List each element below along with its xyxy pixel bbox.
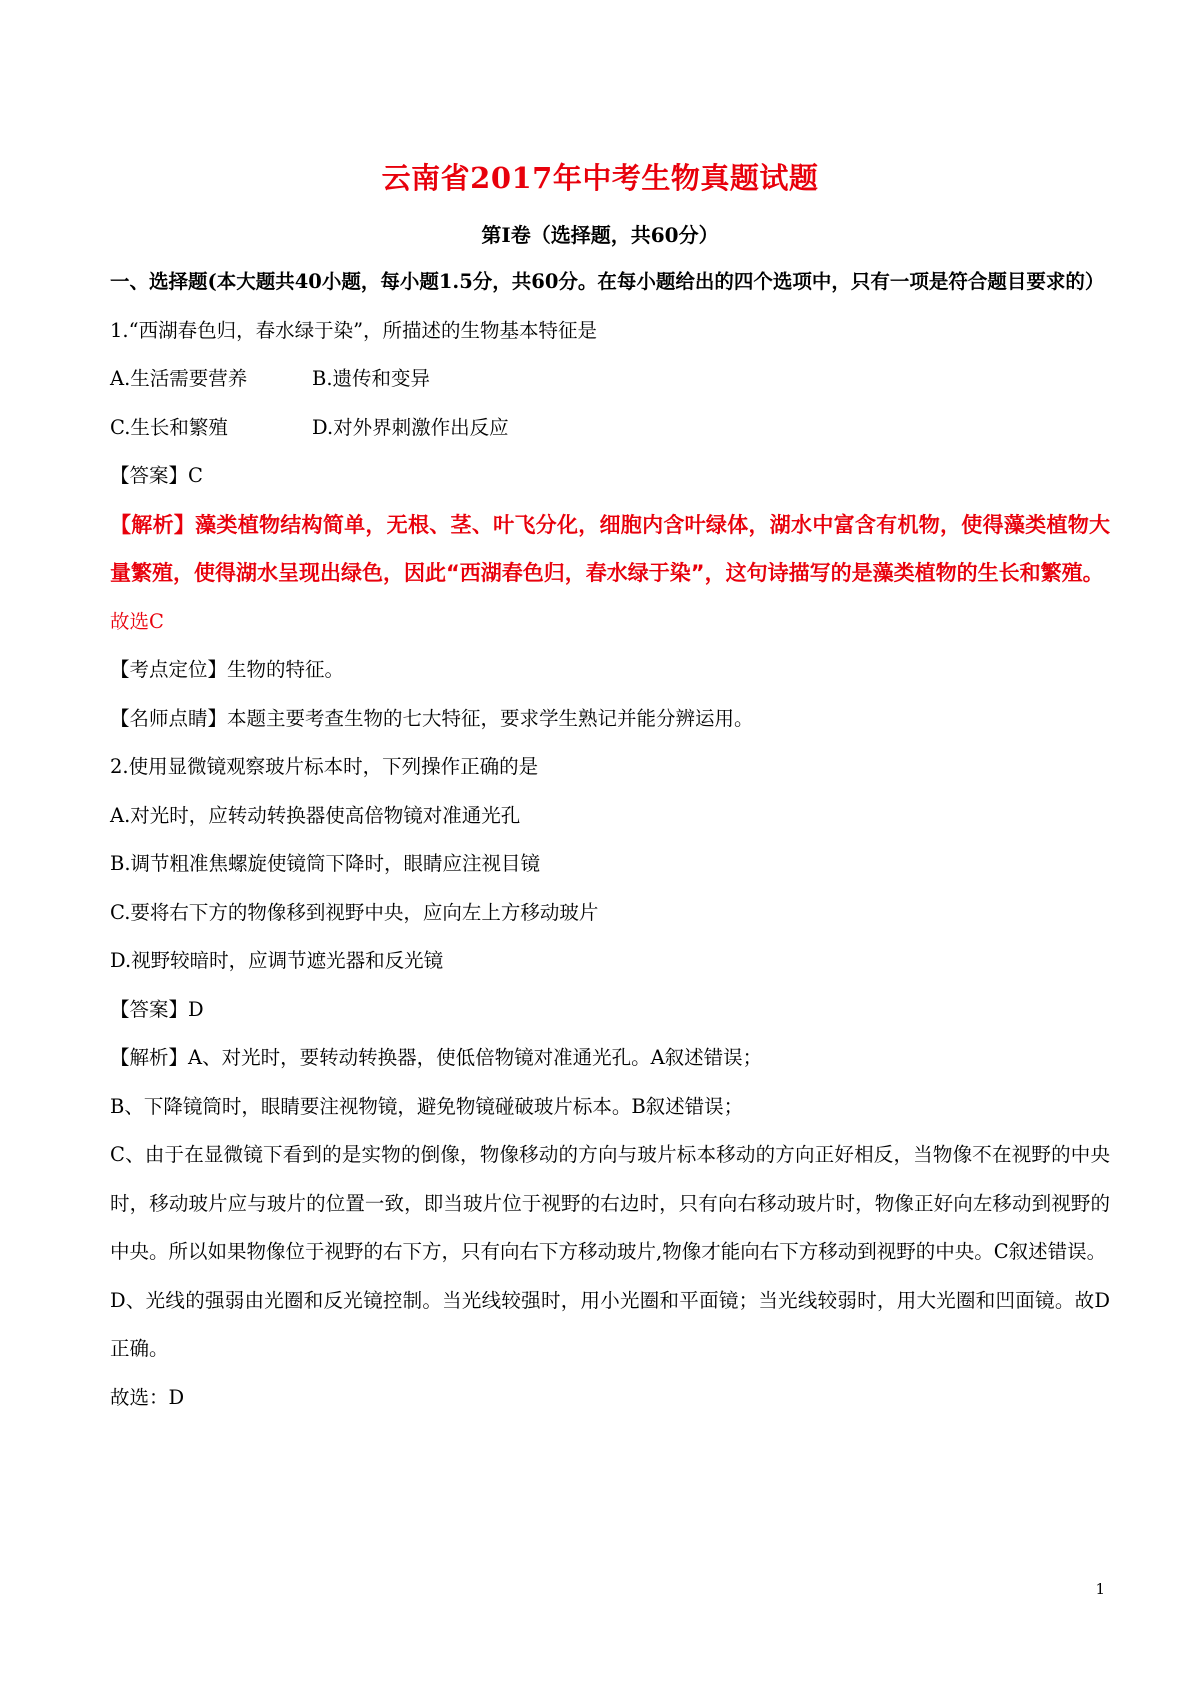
question-2-option-a: A.对光时，应转动转换器使高倍物镜对准通光孔 <box>110 803 521 827</box>
question-1-option-d: D.对外界刺激作出反应 <box>312 415 509 439</box>
question-2-analysis-c: C、由于在显微镜下看到的是实物的倒像，物像移动的方向与玻片标本移动的方向正好相反，当物像不在视野的中央时，移动玻片应与玻片的位置一致，即当玻片位于视野的右边时，只有向右移动玻片时，物像正好向左移动到视野的中央。所以如果物像位于视野的右下方，只有向右下方移动玻片,物像才能向右下方移动到视野的中央。C叙述错误。 <box>110 1143 1110 1263</box>
question-1-analysis-text: 藻类植物结构简单，无根、茎、叶飞分化，细胞内含叶绿体，湖水中富含有机物，使得藻类植物大量繁殖，使得湖水呈现出绿色，因此“西湖春色归，春水绿于染”，这句诗描写的是藻类植物的生长和繁殖。 <box>110 512 1111 585</box>
part-heading: 一、选择题(本大题共40小题，每小题1.5分，共60分。在每小题给出的四个选项中，只有一项是符合题目要求的） <box>110 270 1105 293</box>
question-1-option-c: C.生长和繁殖 <box>110 415 228 439</box>
document-title: 云南省2017年中考生物真题试题 <box>381 161 819 195</box>
document-body <box>110 258 1110 1422</box>
question-1-tip: 【名师点睛】本题主要考查生物的七大特征，要求学生熟记并能分辨运用。 <box>110 706 754 730</box>
question-1-stem: 1.“西湖春色归，春水绿于染”，所描述的生物基本特征是 <box>110 318 598 342</box>
question-2-option-c: C.要将右下方的物像移到视野中央，应向左上方移动玻片 <box>110 900 599 924</box>
question-2-choice: 故选：D <box>110 1385 185 1409</box>
question-1-answer: 【答案】C <box>110 464 203 487</box>
question-2-analysis-b: B、下降镜筒时，眼睛要注视物镜，避免物镜碰破玻片标本。B叙述错误； <box>110 1094 744 1118</box>
question-2-option-b: B.调节粗准焦螺旋使镜筒下降时，眼睛应注视目镜 <box>110 852 541 875</box>
question-1-options-row-2 <box>110 404 1110 453</box>
question-2-stem: 2.使用显微镜观察玻片标本时，下列操作正确的是 <box>110 755 539 778</box>
question-2-option-d: D.视野较暗时，应调节遮光器和反光镜 <box>110 949 444 972</box>
question-2-analysis-a: 【解析】A、对光时，要转动转换器，使低倍物镜对准通光孔。A叙述错误； <box>110 1046 763 1069</box>
section-heading: 第Ⅰ卷（选择题，共60分） <box>481 223 719 247</box>
question-1-point: 【考点定位】生物的特征。 <box>110 658 345 681</box>
question-1-choice: 故选C <box>110 609 164 633</box>
question-2-analysis-d: D、光线的强弱由光圈和反光镜控制。当光线较强时，用小光圈和平面镜；当光线较弱时，用大光圈和凹面镜。故D正确。 <box>110 1288 1110 1360</box>
question-1-analysis-tag: 【解析】 <box>110 512 196 537</box>
page-number: 1 <box>1095 1580 1105 1598</box>
question-1-analysis <box>110 501 1110 598</box>
question-1-options-row-1 <box>110 355 1110 404</box>
question-1-option-a: A.生活需要营养 <box>110 367 248 390</box>
question-1-option-b: B.遗传和变异 <box>312 367 431 390</box>
question-2-answer: 【答案】D <box>110 997 204 1021</box>
